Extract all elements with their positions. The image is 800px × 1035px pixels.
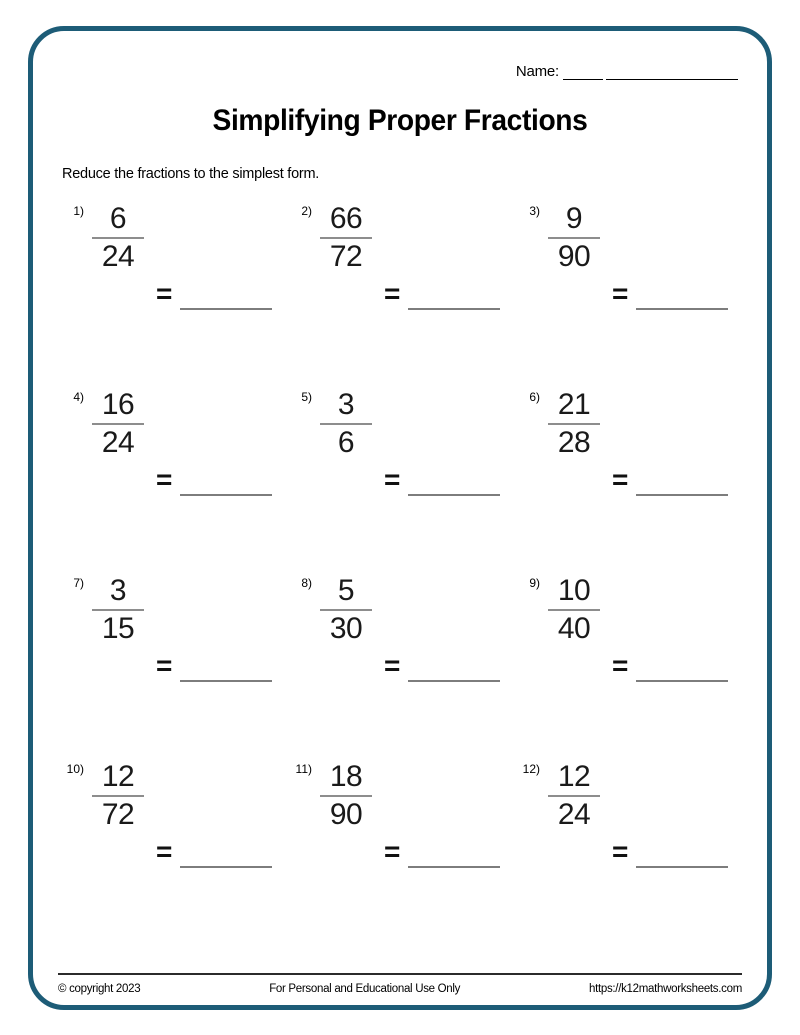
fraction-denominator: 28: [557, 425, 591, 459]
fraction-denominator: 72: [101, 797, 135, 831]
fraction: [548, 202, 600, 273]
page-footer: [58, 973, 742, 995]
equals-sign: =: [384, 464, 401, 495]
fraction: [92, 388, 144, 459]
worksheet-content: [58, 52, 742, 984]
equals-sign: =: [612, 650, 629, 681]
fraction: [92, 202, 144, 273]
fraction-numerator: 66: [329, 202, 363, 235]
fraction-bar: [548, 237, 600, 239]
fraction-numerator: 10: [557, 574, 591, 607]
answer-blank[interactable]: [180, 494, 272, 496]
fraction-numerator: 12: [101, 760, 135, 793]
equals-sign: =: [156, 650, 173, 681]
problem-item: [286, 568, 514, 754]
fraction: [320, 388, 372, 459]
problem-number: 9): [529, 576, 540, 590]
problem-number: 5): [301, 390, 312, 404]
equals-sign: =: [156, 278, 173, 309]
answer-blank[interactable]: [408, 308, 500, 310]
problem-item: [286, 754, 514, 940]
answer-blank[interactable]: [636, 308, 728, 310]
equals-sign: =: [384, 836, 401, 867]
fraction: [320, 202, 372, 273]
fraction-bar: [320, 237, 372, 239]
answer-blank[interactable]: [408, 866, 500, 868]
fraction-denominator: 24: [101, 239, 135, 273]
answer-blank[interactable]: [180, 308, 272, 310]
fraction-numerator: 16: [101, 388, 135, 421]
answer-blank[interactable]: [408, 494, 500, 496]
fraction-denominator: 15: [101, 611, 135, 645]
copyright-text: © copyright 2023: [58, 983, 141, 995]
answer-blank[interactable]: [636, 494, 728, 496]
fraction: [92, 760, 144, 831]
page-title: Simplifying Proper Fractions: [212, 104, 588, 137]
problem-number: 11): [295, 762, 312, 776]
problem-number: 10): [66, 762, 84, 776]
fraction-denominator: 90: [557, 239, 591, 273]
fraction-numerator: 9: [565, 202, 583, 235]
fraction: [92, 574, 144, 645]
problem-item: [514, 196, 742, 382]
problem-row: [58, 568, 742, 754]
problem-number: 7): [73, 576, 84, 590]
problem-item: [58, 568, 286, 754]
fraction-bar: [320, 609, 372, 611]
fraction-bar: [548, 609, 600, 611]
problem-item: [514, 568, 742, 754]
fraction-numerator: 21: [557, 388, 591, 421]
fraction-bar: [548, 795, 600, 797]
problem-number: 8): [301, 576, 312, 590]
fraction-denominator: 24: [557, 797, 591, 831]
fraction-denominator: 24: [101, 425, 135, 459]
fraction-denominator: 40: [557, 611, 591, 645]
problem-row: [58, 754, 742, 940]
fraction: [320, 574, 372, 645]
fraction-bar: [548, 423, 600, 425]
fraction: [548, 574, 600, 645]
fraction-bar: [92, 609, 144, 611]
answer-blank[interactable]: [636, 866, 728, 868]
problems-grid: [58, 196, 742, 940]
fraction-bar: [92, 795, 144, 797]
website-link[interactable]: https://k12mathworksheets.com: [588, 983, 742, 995]
problem-number: 12): [522, 762, 540, 776]
problem-item: [286, 382, 514, 568]
fraction-numerator: 3: [109, 574, 127, 607]
name-blank-short[interactable]: [563, 66, 603, 80]
problem-item: [286, 196, 514, 382]
answer-blank[interactable]: [636, 680, 728, 682]
answer-blank[interactable]: [180, 680, 272, 682]
usage-text: For Personal and Educational Use Only: [269, 983, 461, 995]
problem-row: [58, 382, 742, 568]
equals-sign: =: [612, 278, 629, 309]
problem-row: [58, 196, 742, 382]
footer-divider: [58, 973, 742, 975]
fraction-denominator: 30: [329, 611, 363, 645]
fraction-numerator: 12: [557, 760, 591, 793]
problem-number: 2): [301, 204, 312, 218]
fraction-numerator: 5: [337, 574, 355, 607]
fraction-denominator: 90: [329, 797, 363, 831]
fraction-numerator: 6: [109, 202, 127, 235]
fraction-numerator: 18: [329, 760, 363, 793]
fraction: [548, 388, 600, 459]
equals-sign: =: [384, 278, 401, 309]
name-label: Name:: [515, 63, 559, 80]
problem-number: 1): [73, 204, 84, 218]
problem-item: [514, 382, 742, 568]
equals-sign: =: [612, 836, 629, 867]
fraction-denominator: 6: [337, 425, 355, 459]
instructions-text: Reduce the fractions to the simplest form.: [62, 166, 320, 182]
problem-item: [58, 754, 286, 940]
name-field-row: [58, 52, 742, 80]
answer-blank[interactable]: [180, 866, 272, 868]
equals-sign: =: [156, 836, 173, 867]
answer-blank[interactable]: [408, 680, 500, 682]
name-blank-long[interactable]: [606, 66, 738, 80]
fraction-bar: [92, 423, 144, 425]
equals-sign: =: [612, 464, 629, 495]
problem-item: [514, 754, 742, 940]
problem-item: [58, 382, 286, 568]
fraction: [548, 760, 600, 831]
fraction-bar: [92, 237, 144, 239]
problem-number: 3): [529, 204, 540, 218]
fraction-numerator: 3: [337, 388, 355, 421]
problem-number: 4): [73, 390, 84, 404]
footer-text-row: [58, 983, 742, 995]
fraction-bar: [320, 423, 372, 425]
problem-number: 6): [529, 390, 540, 404]
equals-sign: =: [156, 464, 173, 495]
fraction-bar: [320, 795, 372, 797]
equals-sign: =: [384, 650, 401, 681]
fraction: [320, 760, 372, 831]
problem-item: [58, 196, 286, 382]
fraction-denominator: 72: [329, 239, 363, 273]
